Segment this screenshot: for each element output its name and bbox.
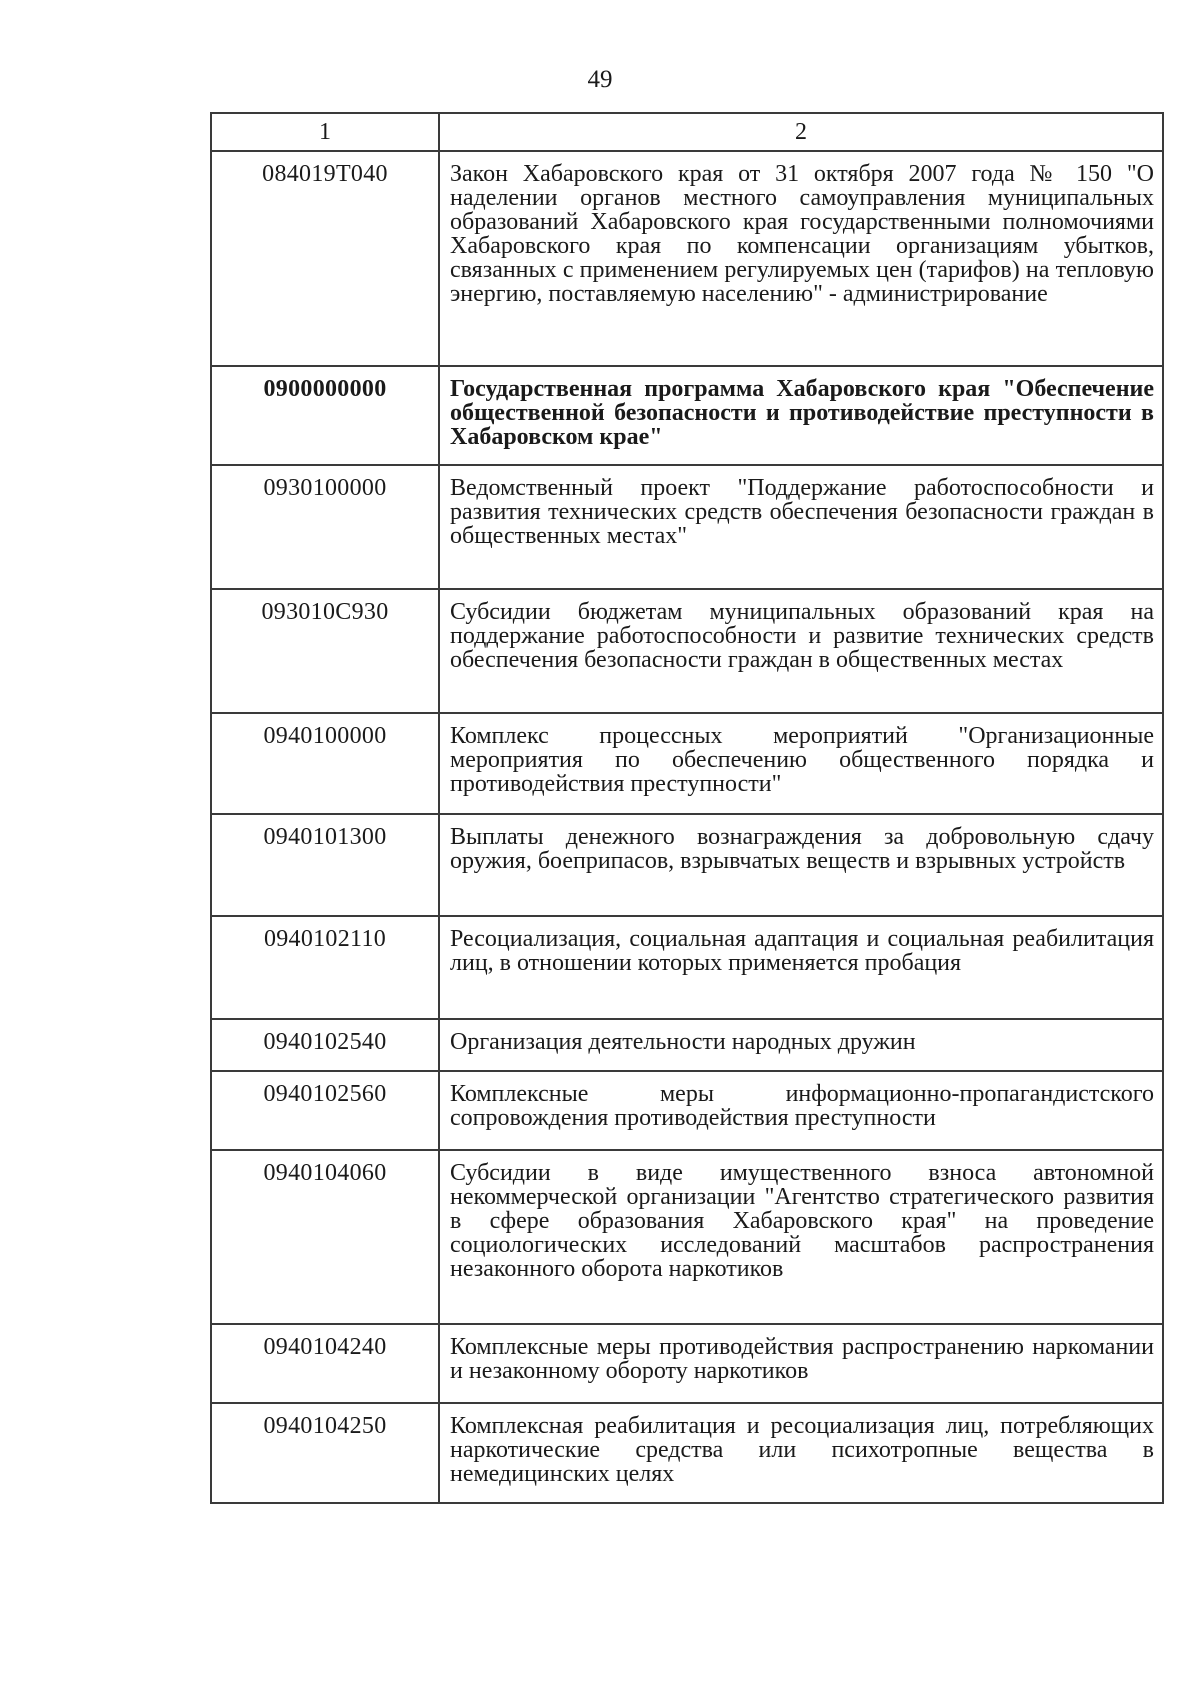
row-description: Выплаты денежного вознаграждения за добровольную сдачу оружия, боеприпасов, взрывчатых веществ и взрывных устройств xyxy=(439,814,1163,916)
row-code: 0930100000 xyxy=(211,465,439,589)
table-row xyxy=(211,713,1163,814)
row-code: 0940101300 xyxy=(211,814,439,916)
table-row xyxy=(211,366,1163,465)
row-description: Закон Хабаровского края от 31 октября 2007 года № 150 "О наделении органов местного самоуправления муниципальных образований Хабаровского края государственными полномочиями Хабаровского края по компенсации организациям убытков, связанных с применением регулируемых цен (тарифов) на тепловую энергию, поставляемую населению" - администрирование xyxy=(439,151,1163,366)
table-row xyxy=(211,814,1163,916)
table-header-row xyxy=(211,113,1163,151)
row-description: Комплекс процессных мероприятий "Организационные мероприятия по обеспечению общественного порядка и противодействия преступности" xyxy=(439,713,1163,814)
row-description: Субсидии бюджетам муниципальных образований края на поддержание работоспособности и развитие технических средств обеспечения безопасности граждан в общественных местах xyxy=(439,589,1163,713)
row-code: 0940102540 xyxy=(211,1019,439,1071)
row-code: 0940102560 xyxy=(211,1071,439,1150)
row-description: Организация деятельности народных дружин xyxy=(439,1019,1163,1071)
page-number: 49 xyxy=(587,66,613,93)
table-row xyxy=(211,151,1163,366)
row-code: 0940100000 xyxy=(211,713,439,814)
row-code: 0940102110 xyxy=(211,916,439,1019)
table-row xyxy=(211,1019,1163,1071)
row-description: Комплексная реабилитация и ресоциализация лиц, потребляющих наркотические средства или психотропные вещества в немедицинских целях xyxy=(439,1403,1163,1503)
row-code: 0900000000 xyxy=(211,366,439,465)
row-description: Комплексные меры информационно-пропагандистского сопровождения противодействия преступности xyxy=(439,1071,1163,1150)
row-description: Ведомственный проект "Поддержание работоспособности и развития технических средств обеспечения безопасности граждан в общественных местах" xyxy=(439,465,1163,589)
table-body xyxy=(211,151,1163,1503)
row-description: Комплексные меры противодействия распространению наркомании и незаконному обороту наркотиков xyxy=(439,1324,1163,1403)
column-header-code: 1 xyxy=(211,113,439,151)
table-row xyxy=(211,589,1163,713)
row-code: 0940104250 xyxy=(211,1403,439,1503)
table-row xyxy=(211,1403,1163,1503)
column-header-description: 2 xyxy=(439,113,1163,151)
table-row xyxy=(211,1071,1163,1150)
row-description: Государственная программа Хабаровского края "Обеспечение общественной безопасности и противодействие преступности в Хабаровском крае" xyxy=(439,366,1163,465)
table-row xyxy=(211,916,1163,1019)
row-description: Ресоциализация, социальная адаптация и социальная реабилитация лиц, в отношении которых применяется пробация xyxy=(439,916,1163,1019)
table-row xyxy=(211,1150,1163,1324)
row-code: 0940104060 xyxy=(211,1150,439,1324)
row-code: 093010С930 xyxy=(211,589,439,713)
table-row xyxy=(211,465,1163,589)
row-description: Субсидии в виде имущественного взноса автономной некоммерческой организации "Агентство стратегического развития в сфере образования Хабаровского края" на проведение социологических исследований масштабов распространения незаконного оборота наркотиков xyxy=(439,1150,1163,1324)
budget-classification-table xyxy=(210,112,1164,1504)
row-code: 084019Т040 xyxy=(211,151,439,366)
row-code: 0940104240 xyxy=(211,1324,439,1403)
table-row xyxy=(211,1324,1163,1403)
